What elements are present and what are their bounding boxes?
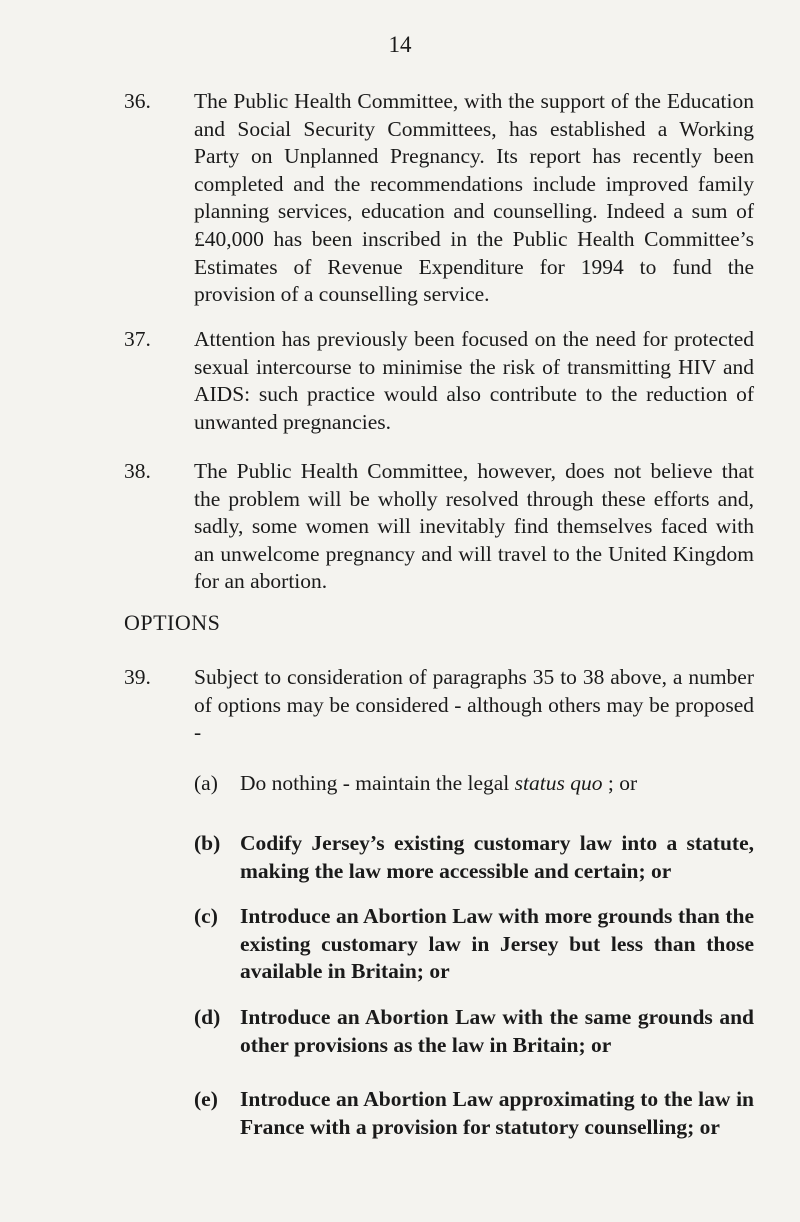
option-e: [194, 1086, 754, 1141]
option-text: Introduce an Abortion Law approximating to the law in France with a provision for statutory counselling; or: [240, 1087, 754, 1139]
paragraph-39: [124, 664, 754, 747]
option-label: (e): [194, 1087, 218, 1111]
page-number: 14: [388, 32, 412, 57]
paragraph-number: 36.: [124, 89, 151, 113]
option-text-part: Do nothing - maintain the legal: [240, 771, 515, 795]
option-text-italic: status quo: [514, 771, 603, 795]
section-heading-options: OPTIONS: [124, 610, 221, 635]
option-c: [194, 903, 754, 986]
option-text: Codify Jersey’s existing customary law into a statute, making the law more accessible and certain; or: [240, 831, 754, 883]
paragraph-38: [124, 458, 754, 596]
paragraph-number: 39.: [124, 665, 151, 689]
paragraph-number: 38.: [124, 459, 151, 483]
option-label: (d): [194, 1005, 221, 1029]
option-text: Introduce an Abortion Law with the same grounds and other provisions as the law in Britain; or: [240, 1005, 754, 1057]
paragraph-text: The Public Health Committee, however, does not believe that the problem will be wholly resolved through these efforts and, sadly, some women will inevitably find themselves faced with an unwelcome pregnancy and will travel to the United Kingdom for an abortion.: [194, 459, 754, 594]
paragraph-text: Attention has previously been focused on the need for protected sexual intercourse to minimise the risk of transmitting HIV and AIDS: such practice would also contribute to the reduction of unwanted pregnancies.: [194, 327, 754, 434]
option-label: (b): [194, 831, 221, 855]
option-d: [194, 1004, 754, 1059]
option-label: (c): [194, 904, 218, 928]
option-text: Introduce an Abortion Law with more grounds than the existing customary law in Jersey but less than those available in Britain; or: [240, 904, 754, 984]
paragraph-37: [124, 326, 754, 436]
paragraph-text: Subject to consideration of paragraphs 35 to 38 above, a number of options may be considered - although others may be proposed -: [194, 665, 754, 745]
option-a: [194, 770, 754, 798]
paragraph-36: [124, 88, 754, 309]
option-text: [240, 770, 754, 798]
paragraph-text: The Public Health Committee, with the support of the Education and Social Security Committees, has established a Working Party on Unplanned Pregnancy. Its report has recently been completed and the recommendations include improved family planning services, education and counselling. Indeed a sum of £40,000 has been inscribed in the Public Health Committee’s Estimates of Revenue Expenditure for 1994 to fund the provision of a counselling service.: [194, 89, 754, 307]
option-label: (a): [194, 771, 218, 795]
option-b: [194, 830, 754, 885]
paragraph-number: 37.: [124, 327, 151, 351]
option-text-part: ; or: [602, 771, 638, 795]
